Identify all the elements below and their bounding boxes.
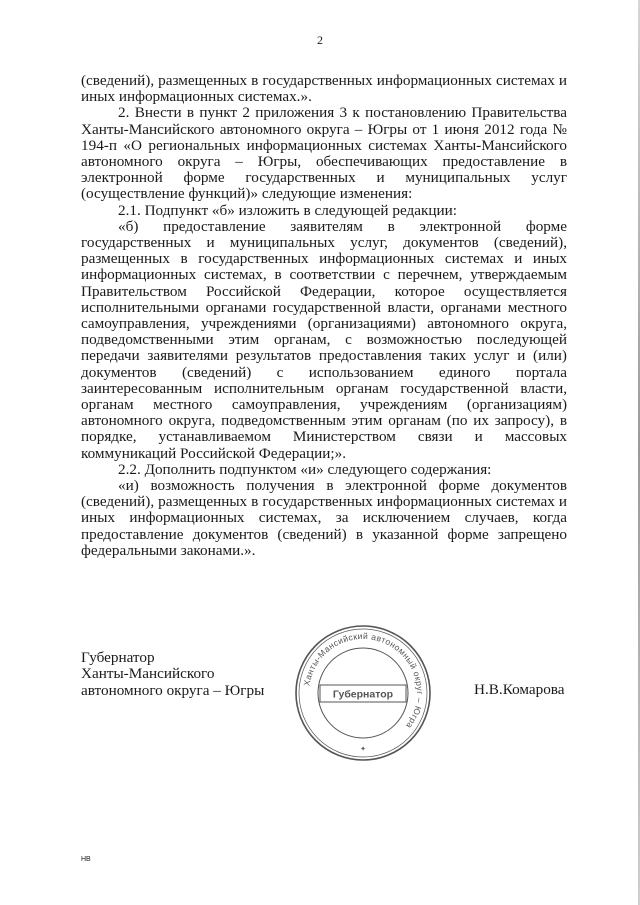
signer-name: Н.В.Комарова [474, 681, 565, 698]
paragraph-continuation: (сведений), размещенных в государственных информационных системах и иных информационных системах.». [81, 72, 567, 106]
paragraph-item-2: 2. Внести в пункт 2 приложения 3 к постановлению Правительства Ханты-Мансийского автономного округа – Югры от 1 июня 2012 года № 194-п «О региональных информационных системах Ханты-Мансийского автономного округа – Югры, обеспечивающих предоставление в электронной форме государственных и муниципальных услуг (осуществление функций)» следующие изменения: [81, 104, 567, 203]
paragraph-item-2-1: 2.1. Подпункт «б» изложить в следующей редакции: [118, 201, 457, 219]
seal-center-text: Губернатор [332, 688, 394, 701]
paragraph-subitem-b: «б) предоставление заявителям в электронной форме государственных и муниципальных услуг, документов (сведений), размещенных в государственных информационных системах и иных информационных системах, в соответствии с перечнем, утверждаемым Правительством Российской Федерации, которое осуществляется исполнительными органами государственной власти, органами местного самоуправления, учреждениями (организациями) автономного округа, подведомственными этим органам, с возможностью последующей передачи заявителями результатов предоставления таких услуг и (или) документов (сведений) с использованием единого портала заинтересованным исполнительным органам государственной власти, органам местного самоуправления, учреждениям (организациям) автономного округа, подведомственным этим органам (по их запросу), в порядке, устанавливаемом Министерством связи и массовых коммуникаций Российской Федерации;». [81, 217, 567, 462]
paragraph-subitem-i: «и) возможность получения в электронной форме документов (сведений), размещенных в государственных информационных системах и иных информационных системах, за исключением случаев, когда предоставление документов (сведений) в указанной форме запрещено федеральными законами.». [81, 477, 567, 559]
page-number: 2 [317, 33, 323, 47]
seal-star-icon: ✦ [360, 745, 366, 753]
seal-ring-text: Ханты-Мансийский автономный округ – Югра [301, 630, 426, 731]
position-line: автономного округа – Югры [81, 681, 265, 699]
position-line: Губернатор [81, 649, 155, 666]
signature-position [81, 650, 264, 699]
paragraph-item-2-2: 2.2. Дополнить подпунктом «и» следующего содержания: [118, 460, 492, 478]
footer-code: НВ [81, 856, 91, 863]
official-seal [292, 622, 434, 764]
position-line: Ханты-Мансийского [81, 665, 215, 683]
document-body [81, 73, 567, 559]
